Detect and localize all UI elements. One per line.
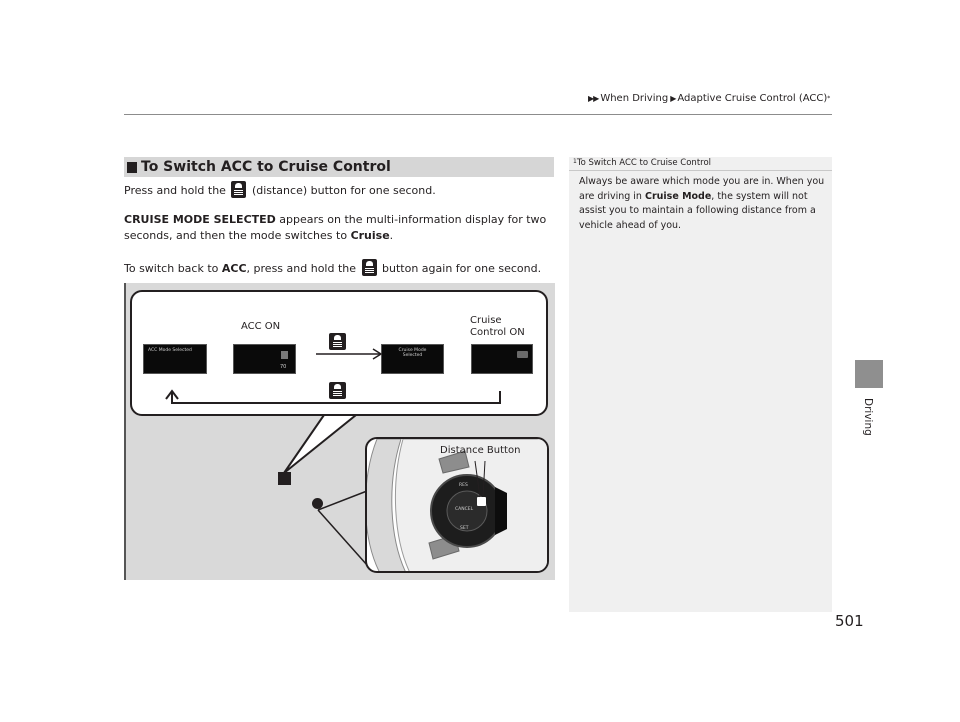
note-divider [569,170,832,171]
display-acc-mode-selected: ACC Mode Selected [143,344,207,374]
return-arrow [172,391,500,403]
page-number: 501 [835,612,864,630]
callout-marker-square [278,472,291,485]
distance-leader-line [475,461,480,497]
section-title: To Switch ACC to Cruise Control [141,159,391,175]
distance-button-label: Distance Button [440,445,521,456]
note-text: Always be aware which mode you are in. When you are driving in Cruise Mode, the system will not assist you to maintain a following distance from a vehicle ahead of you. [579,176,825,231]
section-heading [124,157,554,177]
cancel-label: CANCEL [455,507,474,512]
distance-button-icon [362,259,377,276]
acc-on-label: ACC ON [241,321,281,332]
distance-button-icon [231,181,246,198]
set-label: SET [460,526,469,531]
chapter-tab [855,360,883,388]
display-cruise-mode-selected: Cruise Mode Selected [381,344,444,374]
breadcrumb-arrow-icon: ▶ [670,94,677,103]
breadcrumb-arrow-icon: ▶ [588,94,595,103]
callout-marker-dot [312,498,323,509]
callout-pointer [284,415,356,473]
breadcrumb-item: When Driving [600,93,669,104]
paragraph-switch-back: To switch back to ACC, press and hold the button again for one second. [124,259,541,277]
heading-square-icon [127,162,137,173]
breadcrumb-item: Adaptive Cruise Control (ACC) [677,93,828,104]
display-acc-active: 70 [233,344,296,374]
breadcrumb [588,93,830,104]
header-divider [124,114,832,115]
paragraph-press-hold: Press and hold the (distance) button for one second. [124,181,436,199]
breadcrumb-footnote-mark: * [827,95,831,102]
breadcrumb-arrow-icon: ▶ [593,94,600,103]
note-title: $^1$To Switch ACC to Cruise Control [573,158,712,168]
steering-wheel-closeup [365,437,549,573]
chapter-tab-label: Driving [862,398,874,436]
paragraph-cruise-mode: CRUISE MODE SELECTED appears on the multi-information display for two seconds, and then the mode switches to Cruise. [124,213,547,242]
res-label: RES [459,483,468,488]
cruise-on-label: Cruise Control ON [470,315,525,338]
mode-flow-arrows [130,290,548,416]
callout-line [318,510,367,565]
callout-line [318,491,367,510]
distance-leader-line [483,461,485,497]
